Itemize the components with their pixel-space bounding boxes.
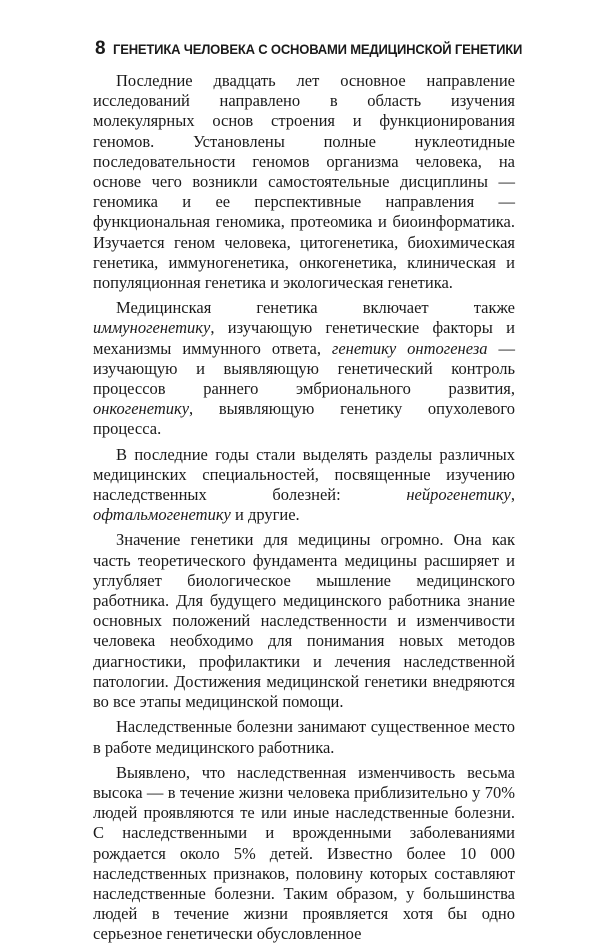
paragraph-6: Выявлено, что наследственная изменчивость весьма высока — в течение жизни человека приблизительно у 70% людей проявляются те или иные наследственные болезни. С наследственными и врожденными заболеваниями рождается около 5% детей. Известно более 10 000 наследственных признаков, половину которых составляют наследственные болезни. Таким образом, у большинства людей в течение жизни проявляется хотя бы одно серьезное генетически обусловленное: [93, 762, 515, 944]
page-body: [93, 71, 515, 950]
page-number: 8: [95, 38, 106, 59]
paragraph-4: Значение генетики для медицины огромно. Она как часть теоретического фундамента медицины расширяет и углубляет биологическое мышление медицинского работника. Для будущего медицинского работника знание основных положений наследственности и изменчивости человека необходимо для понимания новых методов диагностики, профилактики и лечения наследственной патологии. Достижения медицинской генетики внедряются во все этапы медицинской помощи.: [93, 530, 515, 712]
paragraph-5: Наследственные болезни занимают существенное место в работе медицинского работника.: [93, 717, 515, 757]
p3-term-neurogenetics: нейрогенетику: [406, 485, 511, 505]
p3-term-ophthalmogenetics: офтальмогенетику: [93, 505, 231, 525]
p3-text-3: и другие.: [230, 505, 300, 525]
p3-text-2: ,: [510, 485, 515, 505]
p2-term-oncogenetics: онкогенетику: [93, 399, 190, 419]
paragraph-1: Последние двадцать лет основное направление исследований направлено в область изучения молекулярных основ строения и функционирования геномов. Установлены полные нуклеотидные последовательности геномов организма человека, на основе чего возникли самостоятельные дисциплины — геномика и ее перспективные направления — функциональная геномика, протеомика и биоинформатика. Изучается геном человека, цитогенетика, биохимическая генетика, иммуногенетика, онкогенетика, клиническая и популяционная генетика и экологическая генетика.: [93, 71, 515, 293]
p2-text-2: , изучающую генетические факторы и механизмы иммунного ответа,: [93, 318, 515, 358]
p2-term-ontogenesis: генетику онтогенеза: [331, 338, 488, 358]
p2-term-immunogenetics: иммуногенетику: [93, 318, 211, 338]
p2-text-1: Медицинская генетика включает также: [116, 298, 515, 318]
page-header: [95, 38, 522, 60]
p3-text-1: В последние годы стали выделять разделы различных медицинских специальностей, посвященные изучению наследственных болезней:: [93, 444, 515, 505]
p2-text-3: — изучающую и выявляющую генетический контроль процессов раннего эмбрионального развития,: [93, 338, 515, 399]
paragraph-3: [93, 445, 515, 526]
paragraph-2: [93, 298, 515, 439]
p2-text-4: , выявляющую генетику опухолевого процесса.: [93, 399, 515, 439]
running-title: ГЕНЕТИКА ЧЕЛОВЕКА С ОСНОВАМИ МЕДИЦИНСКОЙ ГЕНЕТИКИ: [112, 41, 522, 57]
